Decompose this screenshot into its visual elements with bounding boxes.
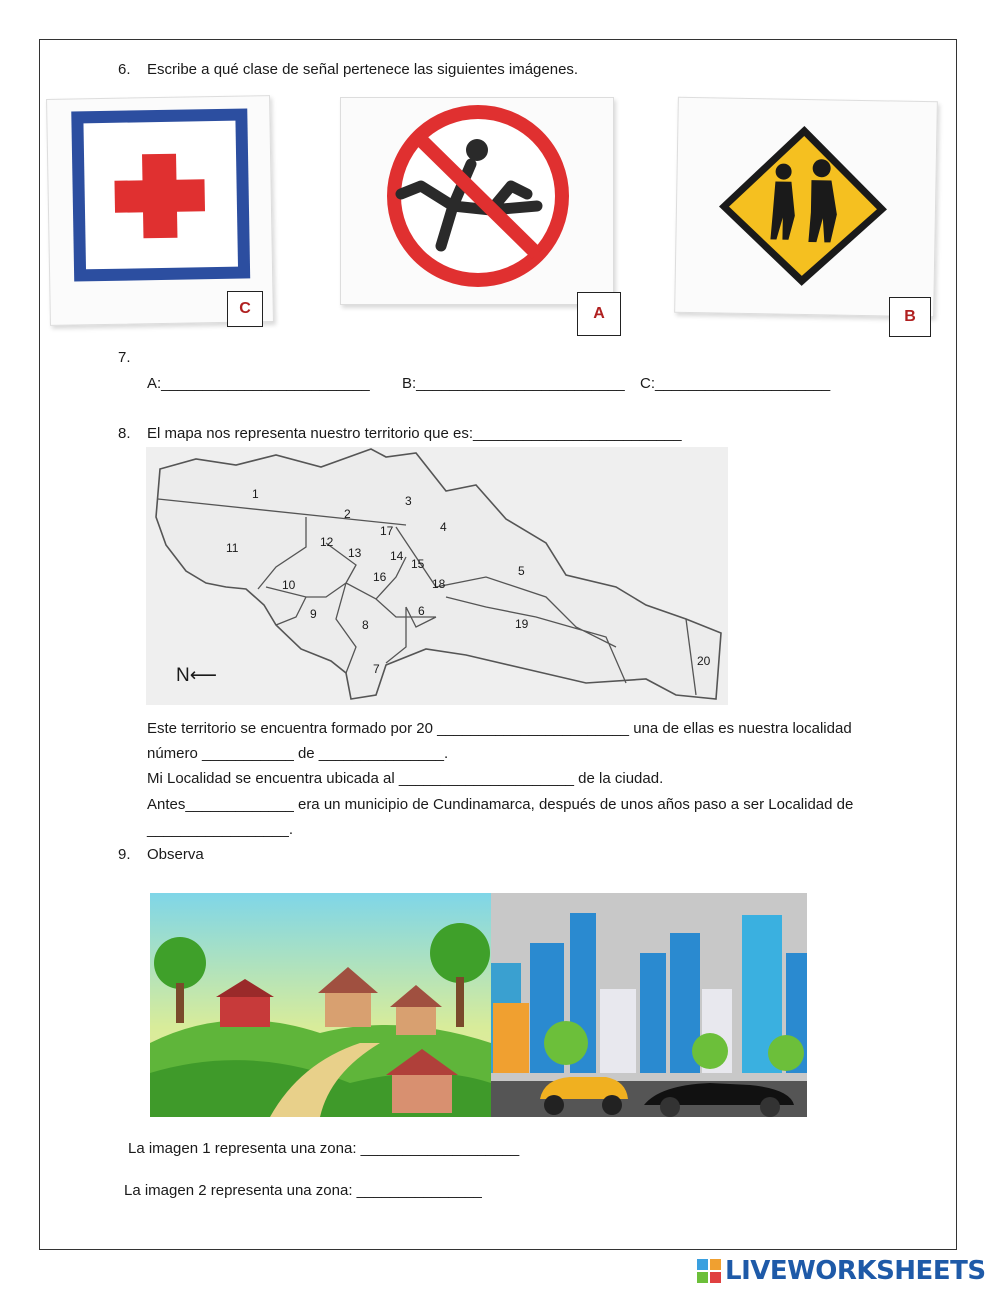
map-label-4: 4 [440,520,447,534]
answer-b-field[interactable]: B:_________________________ [402,375,625,392]
map-label-19: 19 [515,617,529,631]
image-1-answer-field[interactable]: La imagen 1 representa una zona: ___________________ [128,1140,520,1157]
map-label-18: 18 [432,577,446,591]
question-8-line-1[interactable]: Este territorio se encuentra formado por 20 _______________________ una de ellas es nuestra localidad [147,720,852,737]
question-8-text: El mapa nos representa nuestro territorio que es:_________________________ [147,425,682,442]
question-9-number: 9. [118,846,131,863]
liveworksheets-logo-icon [697,1259,721,1283]
map-label-20: 20 [697,654,711,668]
sign-card-a [340,97,614,305]
map-outline [146,447,728,705]
liveworksheets-logo-text: LIVEWORKSHEETS [725,1256,986,1286]
question-6-text: Escribe a qué clase de señal pertenece las siguientes imágenes. [147,61,579,78]
bogota-localities-map [146,447,728,705]
question-8-line-3[interactable]: Mi Localidad se encuentra ubicada al _____________________ de la ciudad. [147,770,664,787]
map-label-11: 11 [226,541,239,555]
map-label-17: 17 [380,524,394,538]
liveworksheets-logo [697,1258,986,1284]
answer-c-field[interactable]: C:_____________________ [640,375,831,392]
map-label-13: 13 [348,546,362,560]
map-label-9: 9 [310,607,317,621]
map-label-8: 8 [362,618,369,632]
map-label-5: 5 [518,564,525,578]
map-label-15: 15 [411,557,425,571]
question-8-line-5[interactable]: _________________. [147,821,293,838]
map-label-12: 12 [320,535,334,549]
map-label-6: 6 [418,604,425,618]
rural-urban-scene [150,893,807,1117]
map-label-1: 1 [252,487,259,501]
question-8-line-4[interactable]: Antes_____________ era un municipio de Cundinamarca, después de unos años paso a ser Localidad de [147,796,854,813]
rural-urban-illustration [150,893,807,1117]
sign-letter-a: A [577,292,621,336]
north-arrow-label: N⟵ [176,665,217,686]
sign-letter-b: B [889,297,931,337]
question-6-number: 6. [118,61,131,78]
map-label-3: 3 [405,494,412,508]
sign-letter-c: C [227,291,263,327]
map-label-14: 14 [390,549,404,563]
question-8-number: 8. [118,425,131,442]
sign-card-b [674,97,938,318]
school-crossing-sign-icon [675,98,937,316]
map-label-16: 16 [373,570,387,584]
question-9-text: Observa [147,846,204,863]
image-2-answer-field[interactable]: La imagen 2 representa una zona: _______________ [124,1182,482,1199]
answer-a-field[interactable]: A:_________________________ [147,375,370,392]
map-label-7: 7 [373,662,380,676]
no-pedestrian-sign-icon [341,98,613,304]
question-8-line-2[interactable]: número ___________ de _______________. [147,745,449,762]
map-label-2: 2 [344,507,351,521]
map-label-10: 10 [282,578,296,592]
question-7-number: 7. [118,349,131,366]
